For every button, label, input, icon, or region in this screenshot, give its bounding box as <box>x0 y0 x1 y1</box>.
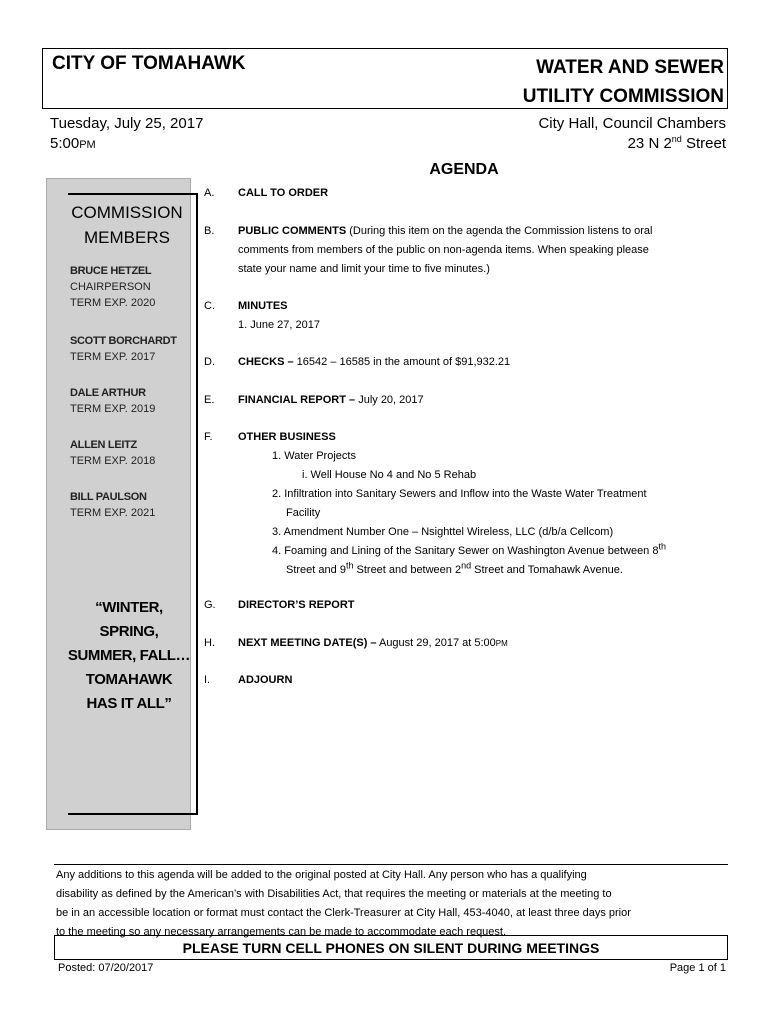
cell-phone-notice: PLEASE TURN CELL PHONES ON SILENT DURING MEETINGS <box>54 935 728 960</box>
city-name: CITY OF TOMAHAWK <box>52 53 246 74</box>
bracket-side <box>196 193 198 814</box>
location-address: 23 N 2nd Street <box>627 134 726 152</box>
commission-line-2: UTILITY COMMISSION <box>522 86 724 107</box>
posted-date: Posted: 07/20/2017 <box>58 962 154 974</box>
page-number: Page 1 of 1 <box>669 962 726 974</box>
sidebar-title: COMMISSION MEMBERS <box>71 203 183 247</box>
bracket-bottom <box>68 813 198 815</box>
member-arthur: DALE ARTHUR TERM EXP. 2019 <box>70 387 156 415</box>
commission-line-1: WATER AND SEWER <box>536 57 724 78</box>
sidebar-quote: “WINTER, SPRING, SUMMER, FALL… TOMAHAWK HAS IT ALL” <box>67 599 191 712</box>
disclaimer-text: Any additions to this agenda will be added to the original posted at City Hall. Any person who has a qualifying disability as defined by the American’s with Disabilities Act, that requires the meeting or materials at the meeting to be in an accessible location or format must contact the Clerk-Treasurer at City Hall, 453-4040, at least three days prior to the meeting so any necessary arrangements can be made to accommodate each request. <box>56 869 631 938</box>
meeting-location <box>538 114 726 154</box>
member-leitz: ALLEN LEITZ TERM EXP. 2018 <box>70 439 156 467</box>
agenda-title: AGENDA <box>429 161 499 178</box>
meeting-datetime <box>50 114 203 155</box>
commission-name <box>464 53 724 111</box>
location-name: City Hall, Council Chambers <box>538 115 726 132</box>
member-paulson: BILL PAULSON TERM EXP. 2021 <box>70 491 156 519</box>
meeting-date: Tuesday, July 25, 2017 <box>50 115 204 132</box>
disclaimer-divider <box>54 864 728 865</box>
meeting-time: 5:00PM <box>50 135 96 152</box>
member-borchardt: SCOTT BORCHARDT TERM EXP. 2017 <box>70 335 177 363</box>
member-hetzel: BRUCE HETZEL CHAIRPERSON TERM EXP. 2020 <box>70 265 156 309</box>
bracket-top <box>68 193 198 195</box>
